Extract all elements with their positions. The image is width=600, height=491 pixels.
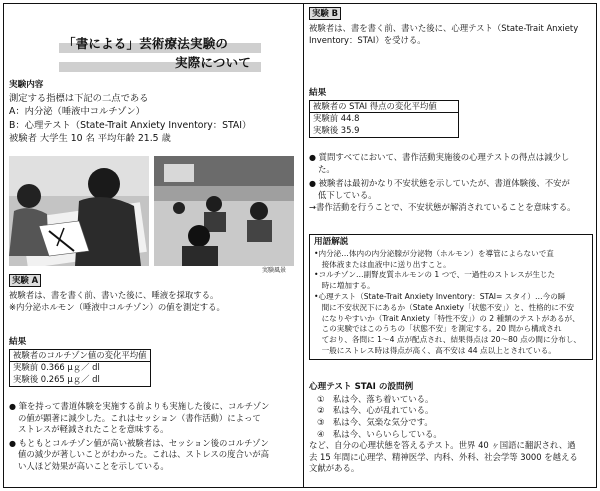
section-a	[9, 274, 298, 313]
section-b-line: 被験者は、書を書く前、書いた後に、心理テスト（State-Trait Anxiety	[309, 23, 579, 33]
section-b-label: 実験 B	[309, 7, 341, 20]
section-a-line: 被験者は、書を書く前、書いた後に、唾液を採取する。	[9, 290, 219, 300]
column-divider	[303, 4, 304, 487]
bullet-icon: ●	[309, 153, 316, 162]
title-line-2: 実際について	[59, 53, 261, 72]
photo-scene-right	[154, 156, 294, 266]
left-bullet-item	[9, 401, 298, 436]
right-bullet-item	[309, 178, 595, 201]
section-b	[309, 7, 595, 46]
bullet-icon: ●	[309, 179, 316, 189]
right-bullet-line: 被験者は最初かなり不安状態を示していたが、書道体験後、不安が	[318, 178, 570, 189]
glossary-line: 間に不安状況下にあるか（State Anxiety「状態不安」）と、性格的に不安	[314, 302, 575, 312]
glossary-line: この実験ではこのうちの「状態不安」を測定する。20 問から構成され	[314, 324, 562, 334]
content-line: 測定する指標は下記の二点である	[9, 92, 149, 104]
bullet-icon: ●	[9, 402, 16, 411]
cortisol-result-header: 被験者のコルチゾン値の変化平均値	[10, 350, 150, 363]
glossary-line: 一般にストレス時は得点が高く、高不安は 44 点以上とされている。	[314, 345, 556, 355]
glossary-line: •心理テスト（State-Trait Anxiety Inventory：STAI= スタイ）…今の瞬	[314, 291, 566, 301]
left-bullet-line: もともとコルチゾン値が高い被験者は、セッション後のコルチゾン	[18, 437, 269, 448]
glossary-box	[309, 234, 593, 360]
left-result-heading: 結果	[9, 337, 27, 347]
left-bullets	[9, 401, 298, 473]
section-b-line: Inventory：STAI）を受ける。	[309, 34, 426, 45]
experiment-photo-left	[9, 156, 149, 266]
stai-item: ② 私は今、心が乱れている。	[317, 405, 434, 416]
content-line: B：心理テスト（State-Trait Anxiety Inventory：STAI）	[9, 119, 252, 131]
glossary-line: ており、各問に 1～4 点が配点され、結果得点は 20～80 点の間に分布し、	[314, 335, 581, 345]
cortisol-result-row: 実験後 0.265 μｇ／ dl	[13, 374, 100, 385]
right-bullets	[309, 152, 595, 214]
right-bullet-line: 低下している。	[318, 189, 377, 200]
left-bullet-line: の値が顕著に減少した。これはセッション（書作活動）によって	[18, 412, 261, 423]
bullet-icon: ●	[9, 438, 16, 448]
photo-caption: 実験風景	[262, 267, 287, 274]
experiment-photo-right	[154, 156, 294, 266]
right-bullet-line: 質問すべてにおいて、書作活動実施後の心理テストの得点は減少し	[318, 152, 570, 162]
stai-heading: 心理テスト STAI の設問例	[309, 382, 414, 392]
left-bullet-line: い人ほど効果が高いことを示している。	[18, 460, 169, 471]
page-title	[59, 34, 261, 74]
stai-item: ① 私は今、落ち着いている。	[317, 393, 434, 404]
glossary-line: になりやすいか（Trait Anxiety「特性不安」）の 2 種類のテストがあるが、	[314, 313, 580, 323]
glossary-heading: 用語解説	[314, 237, 349, 247]
stai-result-header: 被験者の STAI 得点の変化平均値	[310, 101, 458, 114]
left-results	[9, 337, 298, 387]
stai-result-box	[309, 100, 459, 138]
glossary-line: •内分泌…体内の内分泌腺が分泌物（ホルモン）を導管によらないで直	[314, 248, 554, 258]
stai-examples	[309, 382, 595, 475]
conclusion-line: →書作活動を行うことで、不安状態が解消されていることを意味する。	[309, 202, 576, 213]
content-heading: 実験内容	[9, 80, 44, 90]
glossary-line: 時に増加する。	[314, 281, 375, 291]
photo-scene-left	[9, 156, 149, 266]
stai-item: ④ 私は今、いらいらしている。	[317, 428, 442, 439]
stai-note-line: 去 15 年間に心理学、精神医学、内科、外科、社会学等 3000 を越える	[309, 451, 578, 462]
cortisol-result-box	[9, 349, 151, 387]
document-page	[3, 3, 597, 488]
stai-note-line: 文献がある。	[309, 463, 360, 474]
section-a-line: ※内分泌ホルモン（唾液中コルチゾン）の値を測定する。	[9, 301, 225, 312]
left-bullet-line: 値の減少が著しいことがわかった。これは、ストレスの度合いが高	[18, 449, 269, 460]
right-bullet-item	[309, 152, 595, 175]
stai-result-row: 実験前 44.8	[313, 113, 360, 124]
left-bullet-line: 筆を持って書道体験を実施する前よりも実施した後に、コルチゾン	[18, 401, 270, 411]
right-results	[309, 88, 595, 138]
left-bullet-line: ストレスが軽減されたことを意味する。	[18, 424, 169, 435]
right-bullet-line: た。	[318, 163, 335, 174]
right-result-heading: 結果	[309, 88, 327, 98]
stai-item: ③ 私は今、気楽な気分です。	[317, 417, 433, 428]
experiment-content	[9, 80, 298, 146]
title-line-1: 「書による」芸術療法実験の	[59, 34, 261, 53]
content-line: A：内分泌（唾液中コルチゾン）	[9, 106, 145, 118]
glossary-line: 接体液または血液中に送り出すこと。	[314, 259, 451, 269]
left-bullet-item	[9, 438, 298, 473]
stai-note-line: など、自分の心理状態を答えるテスト。世界 40 ヶ国語に翻訳され、過	[309, 440, 576, 451]
glossary-line: •コルチゾン…副腎皮質ホルモンの 1 つで、一過性のストレスが生じた	[314, 270, 556, 280]
cortisol-result-row: 実験前 0.366 μｇ／ dl	[13, 362, 100, 373]
section-a-label: 実験 A	[9, 274, 41, 287]
stai-result-row: 実験後 35.9	[313, 125, 360, 136]
content-line: 被験者 大学生 10 名 平均年齢 21.5 歳	[9, 133, 171, 145]
